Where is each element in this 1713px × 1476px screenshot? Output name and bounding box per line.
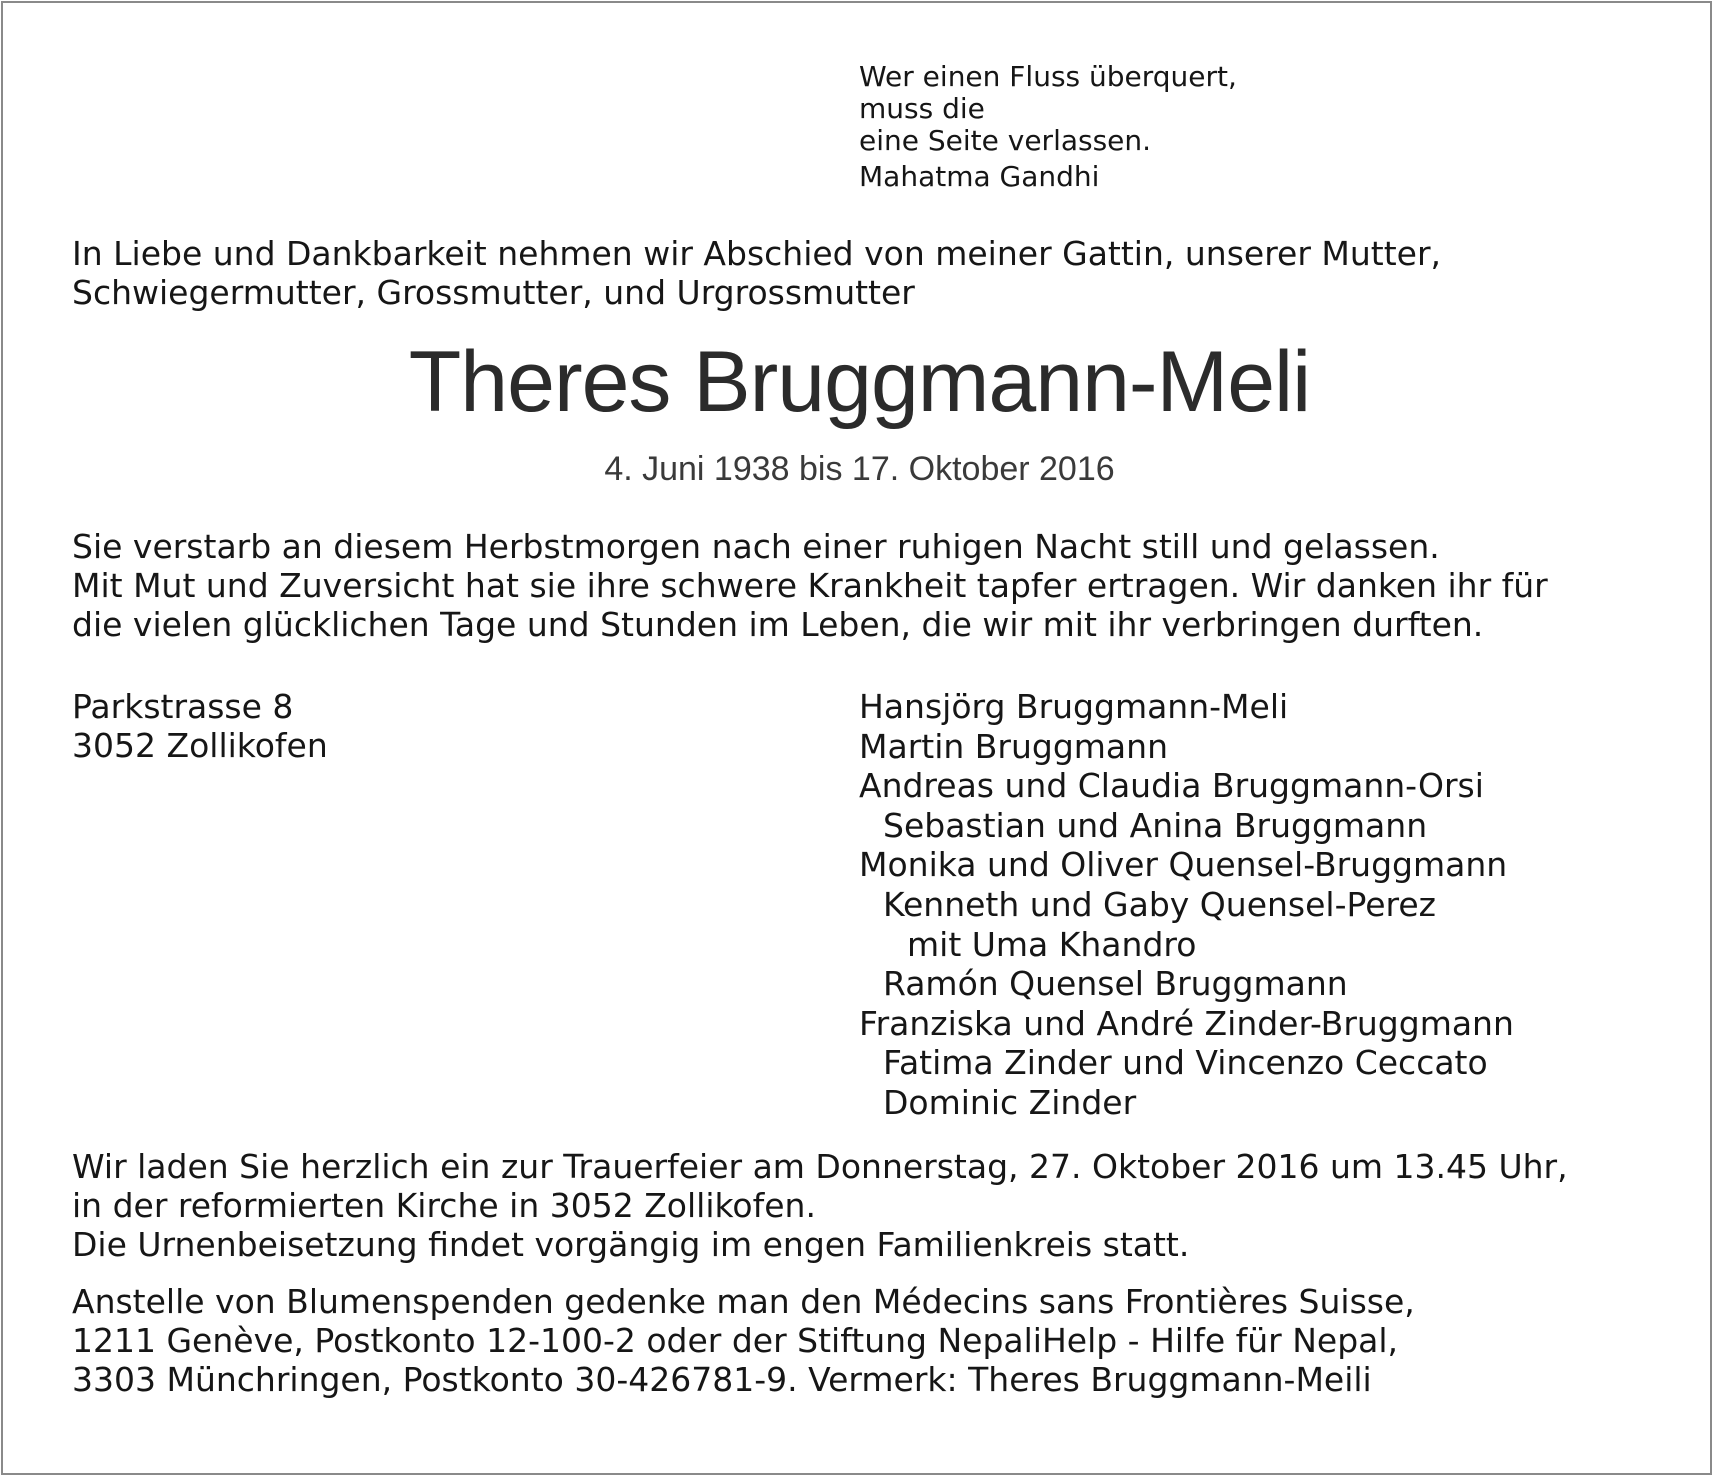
family-member: Franziska und André Zinder-Bruggmann bbox=[859, 1003, 1514, 1043]
family-member: Kenneth und Gaby Quensel-Perez bbox=[883, 884, 1436, 924]
family-member: Monika und Oliver Quensel-Bruggmann bbox=[859, 845, 1508, 885]
family-member: Fatima Zinder und Vincenzo Ceccato bbox=[883, 1043, 1488, 1083]
deceased-name: Theres Bruggmann-Meli bbox=[408, 334, 1311, 430]
quote-line: eine Seite verlassen. bbox=[859, 124, 1152, 157]
message-line: Sie verstarb an diesem Herbstmorgen nach einer ruhigen Nacht still und gelassen. bbox=[72, 527, 1440, 566]
message-line: Mit Mut und Zuversicht hat sie ihre schwere Krankheit tapfer ertragen. Wir danken ihr für bbox=[72, 566, 1548, 605]
donation-line: 3303 Münchringen, Postkonto 30-426781-9. Vermerk: Theres Bruggmann-Meili bbox=[72, 1360, 1372, 1399]
donation-text bbox=[72, 1282, 1415, 1399]
family-member: Andreas und Claudia Bruggmann-Orsi bbox=[859, 766, 1484, 806]
quote-line: Wer einen Fluss überquert, bbox=[859, 60, 1237, 93]
ceremony-text bbox=[72, 1147, 1568, 1264]
address-city: 3052 Zollikofen bbox=[72, 726, 328, 765]
notice-frame bbox=[1, 1, 1712, 1475]
quote-line: muss die bbox=[859, 92, 985, 125]
intro-text bbox=[72, 234, 1441, 312]
message-line: die vielen glücklichen Tage und Stunden im Leben, die wir mit ihr verbringen durften. bbox=[72, 605, 1484, 644]
ceremony-line: in der reformierten Kirche in 3052 Zollikofen. bbox=[72, 1186, 816, 1225]
family-member: Ramón Quensel Bruggmann bbox=[883, 964, 1348, 1004]
family-member: mit Uma Khandro bbox=[907, 924, 1197, 964]
quote-author: Mahatma Gandhi bbox=[859, 160, 1100, 193]
donation-line: 1211 Genève, Postkonto 12-100-2 oder der Stiftung NepaliHelp - Hilfe für Nepal, bbox=[72, 1321, 1399, 1360]
family-list bbox=[859, 687, 1514, 1123]
message-text bbox=[72, 527, 1548, 644]
donation-line: Anstelle von Blumenspenden gedenke man den Médecins sans Frontières Suisse, bbox=[72, 1282, 1415, 1321]
address-block bbox=[72, 687, 328, 765]
ceremony-line: Die Urnenbeisetzung findet vorgängig im engen Familienkreis statt. bbox=[72, 1225, 1190, 1264]
intro-line: Schwiegermutter, Grossmutter, und Urgrossmutter bbox=[72, 273, 915, 312]
ceremony-line: Wir laden Sie herzlich ein zur Trauerfeier am Donnerstag, 27. Oktober 2016 um 13.45 Uhr, bbox=[72, 1147, 1568, 1186]
address-street: Parkstrasse 8 bbox=[72, 687, 294, 726]
quote-block bbox=[859, 61, 1237, 193]
family-member: Sebastian und Anina Bruggmann bbox=[883, 805, 1428, 845]
family-member: Martin Bruggmann bbox=[859, 726, 1168, 766]
life-dates: 4. Juni 1938 bis 17. Oktober 2016 bbox=[604, 450, 1115, 488]
family-member: Hansjörg Bruggmann-Meli bbox=[859, 687, 1289, 726]
intro-line: In Liebe und Dankbarkeit nehmen wir Abschied von meiner Gattin, unserer Mutter, bbox=[72, 234, 1442, 273]
family-member: Dominic Zinder bbox=[883, 1082, 1137, 1122]
